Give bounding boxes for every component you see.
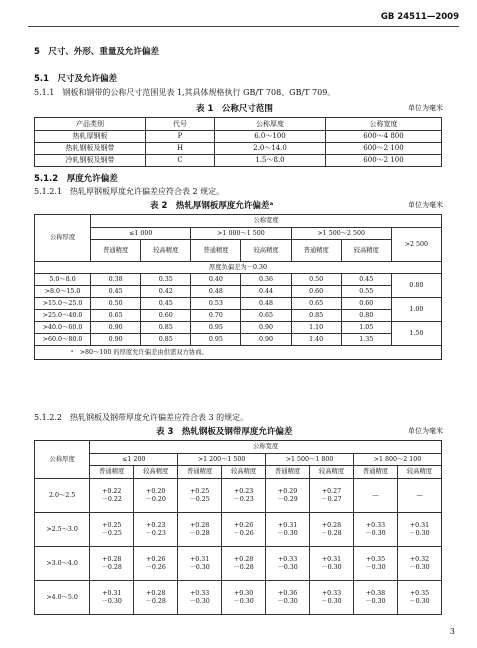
tolerance-minus: －0.30 — [409, 563, 430, 571]
table2-acc-high: 较高精度 — [241, 240, 291, 262]
table-cell: 0.53 — [191, 298, 241, 310]
tolerance-minus: －0.30 — [277, 597, 298, 605]
table3-acc-high: 较高精度 — [397, 466, 441, 479]
table-cell: 0.85 — [141, 334, 191, 346]
tolerance-plus: +0.31 — [190, 556, 210, 564]
tolerance-plus: +0.28 — [146, 590, 166, 598]
table-cell: 0.40 — [191, 274, 241, 286]
table-cell: 0.65 — [291, 298, 341, 310]
table-cell — [90, 479, 134, 513]
tolerance-minus: －0.30 — [365, 563, 386, 571]
table1-header-width: 公称宽度 — [326, 118, 442, 131]
table-cell: 0.45 — [141, 298, 191, 310]
tolerance-minus: －0.22 — [101, 495, 122, 503]
table-cell: 0.44 — [241, 286, 291, 298]
tolerance-minus: －0.30 — [409, 529, 430, 537]
table3-acc-high: 较高精度 — [134, 466, 178, 479]
table-row — [35, 513, 442, 547]
table-cell — [222, 479, 266, 513]
table-cell: 1.50 — [391, 322, 441, 346]
table-row — [35, 547, 442, 581]
table-cell: 0.50 — [91, 298, 141, 310]
table2-acc-normal: 普通精度 — [291, 240, 341, 262]
table-cell: 冷轧钢板及钢带 — [35, 155, 146, 167]
table-cell — [134, 513, 178, 547]
tolerance-plus: +0.25 — [190, 488, 210, 496]
tolerance-plus: +0.35 — [365, 556, 386, 564]
table3-width-group: >1 500～1 800 — [266, 454, 354, 466]
table-cell: >15.0～25.0 — [35, 298, 91, 310]
table-cell: 0.48 — [191, 286, 241, 298]
table-cell: 0.60 — [341, 298, 391, 310]
table-cell: >40.0～60.0 — [35, 322, 91, 334]
tolerance-plus: +0.38 — [365, 590, 386, 598]
tolerance-minus: －0.30 — [189, 563, 210, 571]
tolerance-minus: －0.30 — [233, 597, 254, 605]
table-cell — [354, 581, 398, 615]
tolerance-plus: +0.27 — [321, 488, 342, 496]
tolerance-plus: — — [372, 491, 379, 499]
table-cell: 600～2 100 — [326, 155, 442, 167]
tolerance-minus: －0.30 — [409, 597, 430, 605]
table-cell: 0.85 — [291, 310, 341, 322]
table2-acc-high: 较高精度 — [141, 240, 191, 262]
table-cell — [354, 513, 398, 547]
table3-acc-normal: 普通精度 — [266, 466, 310, 479]
table3-unit: 单位为毫米 — [408, 427, 443, 435]
tolerance-plus: +0.33 — [190, 590, 210, 598]
table3-acc-normal: 普通精度 — [178, 466, 222, 479]
section-5-title: 5 尺寸、外形、重量及允许偏差 — [34, 47, 159, 57]
table-cell — [178, 547, 222, 581]
table-cell: 0.65 — [91, 310, 141, 322]
table2-unit: 单位为毫米 — [408, 201, 443, 209]
table-cell: 0.80 — [391, 274, 441, 298]
table-cell — [266, 547, 310, 581]
table2-width-group: ≤1 000 — [91, 228, 191, 240]
table-cell: 热轧钢板及钢带 — [35, 143, 146, 155]
tolerance-plus: — — [416, 491, 423, 499]
table3-thickness-cell: >4.0～5.0 — [35, 581, 90, 615]
tolerance-minus: －0.26 — [233, 529, 254, 537]
table-cell — [134, 479, 178, 513]
table-cell — [266, 581, 310, 615]
table-cell — [354, 547, 398, 581]
table-cell — [222, 513, 266, 547]
table3-acc-high: 较高精度 — [310, 466, 354, 479]
section-5-1-2-1-text: 5.1.2.1 热轧厚钢板厚度允许偏差应符合表 2 规定。 — [34, 187, 225, 196]
table-cell: 600～4 800 — [326, 131, 442, 143]
table3-header-thickness: 公称厚度 — [35, 441, 90, 479]
table-cell: 0.45 — [341, 274, 391, 286]
tolerance-plus: +0.23 — [233, 488, 254, 496]
tolerance-plus: +0.35 — [409, 590, 430, 598]
tolerance-minus: －0.26 — [145, 563, 166, 571]
table-cell: 0.80 — [341, 310, 391, 322]
tolerance-plus: +0.28 — [190, 522, 210, 530]
table-cell: 6.0～100 — [215, 131, 326, 143]
table2-acc-normal: 普通精度 — [191, 240, 241, 262]
tolerance-minus: －0.30 — [365, 529, 386, 537]
table1-unit: 单位为毫米 — [408, 104, 443, 112]
tolerance-minus: －0.28 — [233, 563, 254, 571]
table-cell: 0.65 — [241, 310, 291, 322]
tolerance-minus: －0.29 — [277, 495, 298, 503]
tolerance-minus: －0.30 — [365, 597, 386, 605]
tolerance-minus: －0.23 — [145, 529, 166, 537]
table-cell: 0.90 — [91, 322, 141, 334]
table-cell: 0.90 — [91, 334, 141, 346]
tolerance-minus: －0.20 — [145, 495, 166, 503]
table-cell: 1.40 — [291, 334, 341, 346]
table-cell — [134, 581, 178, 615]
table-cell — [90, 547, 134, 581]
section-5-1-1-text: 5.1.1 钢板和钢带的公称尺寸范围见表 1,其具体规格执行 GB/T 708、GB/T 709。 — [34, 88, 336, 97]
table3-thickness-cell: >2.5～3.0 — [35, 513, 90, 547]
table2-header-thickness: 公称厚度 — [35, 215, 91, 262]
tolerance-minus: －0.23 — [233, 495, 254, 503]
table-cell: 0.60 — [141, 310, 191, 322]
table-cell: 0.48 — [241, 298, 291, 310]
tolerance-plus: +0.33 — [321, 590, 342, 598]
standard-number: GB 24511—2009 — [380, 12, 459, 22]
table-cell — [397, 479, 441, 513]
table-cell: 热轧厚钢板 — [35, 131, 146, 143]
table-cell: 1.35 — [341, 334, 391, 346]
tolerance-minus: －0.28 — [189, 529, 210, 537]
table-cell — [310, 581, 354, 615]
table-cell: 0.85 — [141, 322, 191, 334]
section-5-1-title: 5.1 尺寸及允许偏差 — [34, 74, 118, 84]
table-cell: 0.95 — [191, 334, 241, 346]
table3-caption: 表 3 热轧钢板及钢带厚度允许偏差 — [156, 427, 293, 437]
table-row — [35, 581, 442, 615]
table-cell: 1.10 — [291, 322, 341, 334]
table-cell — [397, 581, 441, 615]
table-cell: 2.0～14.0 — [215, 143, 326, 155]
table-cell — [397, 513, 441, 547]
table-cell: 0.50 — [291, 274, 341, 286]
tolerance-plus: +0.33 — [277, 556, 298, 564]
table-cell: 5.0～8.0 — [35, 274, 91, 286]
table-cell — [178, 581, 222, 615]
table-cell — [266, 513, 310, 547]
table-cell: 600～2 100 — [326, 143, 442, 155]
table-cell: >25.0～40.0 — [35, 310, 91, 322]
table-cell: 0.38 — [91, 274, 141, 286]
table3-width-group: ≤1 200 — [90, 454, 178, 466]
table1 — [34, 117, 442, 167]
tolerance-plus: +0.31 — [102, 590, 122, 598]
table2-width-group: >2 500 — [391, 228, 441, 262]
table-cell — [178, 479, 222, 513]
tolerance-minus: －0.25 — [189, 495, 210, 503]
table3-thickness-cell: 2.0～2.5 — [35, 479, 90, 513]
table-cell — [90, 513, 134, 547]
tolerance-minus: －0.30 — [101, 597, 122, 605]
table-cell: 0.45 — [91, 286, 141, 298]
tolerance-plus: +0.33 — [365, 522, 386, 530]
tolerance-minus: －0.28 — [145, 597, 166, 605]
table-cell: 1.5～8.0 — [215, 155, 326, 167]
table2-header-width: 公称宽度 — [91, 215, 442, 228]
table-cell — [222, 547, 266, 581]
table3-acc-normal: 普通精度 — [90, 466, 134, 479]
table-cell — [90, 581, 134, 615]
tolerance-minus: －0.30 — [321, 597, 342, 605]
table2-width-group: >1 000～1 500 — [191, 228, 291, 240]
tolerance-plus: +0.31 — [409, 522, 430, 530]
tolerance-minus: －0.30 — [189, 597, 210, 605]
table3-acc-normal: 普通精度 — [354, 466, 398, 479]
table-cell: >8.0～15.0 — [35, 286, 91, 298]
table2 — [34, 214, 442, 360]
table2-footnote: ᵃ >80～100 的厚度允许偏差由供需双方协商。 — [35, 346, 442, 360]
tolerance-plus: +0.23 — [146, 522, 166, 530]
table2-acc-high: 较高精度 — [341, 240, 391, 262]
table-cell: C — [146, 155, 215, 167]
table3-body — [35, 479, 442, 615]
tolerance-plus: +0.25 — [102, 522, 122, 530]
table-cell: H — [146, 143, 215, 155]
table-cell: 0.90 — [241, 322, 291, 334]
table-row — [35, 479, 442, 513]
table-cell: 1.05 — [341, 322, 391, 334]
table3-header-width: 公称宽度 — [90, 441, 442, 454]
tolerance-plus: +0.30 — [233, 590, 254, 598]
table-cell — [310, 547, 354, 581]
page-number: 3 — [449, 627, 455, 636]
table-cell: 0.36 — [241, 274, 291, 286]
table-cell: 0.42 — [141, 286, 191, 298]
table-cell — [310, 479, 354, 513]
table-cell — [222, 581, 266, 615]
tolerance-plus: +0.28 — [233, 556, 254, 564]
table3-width-group: >1 200～1 500 — [178, 454, 266, 466]
tolerance-plus: +0.26 — [146, 556, 166, 564]
table-cell: P — [146, 131, 215, 143]
tolerance-plus: +0.36 — [277, 590, 298, 598]
tolerance-plus: +0.20 — [146, 488, 166, 496]
tolerance-plus: +0.31 — [321, 556, 342, 564]
tolerance-plus: +0.26 — [233, 522, 254, 530]
table2-acc-normal: 普通精度 — [91, 240, 141, 262]
table2-width-group: >1 500～2 500 — [291, 228, 391, 240]
table2-negative-deviation: 厚度负偏差为－0.30 — [35, 262, 442, 274]
tolerance-plus: +0.28 — [102, 556, 122, 564]
tolerance-plus: +0.29 — [277, 488, 298, 496]
section-5-1-2-title: 5.1.2 厚度允许偏差 — [34, 174, 118, 184]
table1-header-code: 代号 — [146, 118, 215, 131]
table-cell: 1.00 — [391, 298, 441, 322]
tolerance-plus: +0.22 — [102, 488, 122, 496]
tolerance-minus: －0.25 — [101, 529, 122, 537]
table-cell — [397, 547, 441, 581]
table-cell — [134, 547, 178, 581]
table2-caption: 表 2 热轧厚钢板厚度允许偏差ᵃ — [150, 201, 274, 211]
table3-acc-high: 较高精度 — [222, 466, 266, 479]
tolerance-minus: －0.30 — [277, 563, 298, 571]
table1-caption: 表 1 公称尺寸范围 — [196, 104, 273, 114]
table-cell: 0.60 — [291, 286, 341, 298]
header-rule — [28, 26, 459, 27]
table3-thickness-cell: >3.0～4.0 — [35, 547, 90, 581]
tolerance-minus: －0.28 — [101, 563, 122, 571]
table-cell — [310, 513, 354, 547]
table-cell: 0.95 — [191, 322, 241, 334]
table-cell — [266, 479, 310, 513]
tolerance-minus: －0.30 — [321, 563, 342, 571]
table1-header-thickness: 公称厚度 — [215, 118, 326, 131]
table1-header-product: 产品类别 — [35, 118, 146, 131]
table-cell — [178, 513, 222, 547]
tolerance-minus: －0.30 — [277, 529, 298, 537]
section-5-1-2-2-text: 5.1.2.2 热轧钢板及钢带厚度允许偏差应符合表 3 的规定。 — [34, 413, 249, 422]
table-cell — [354, 479, 398, 513]
table3-width-group: >1 800～2 100 — [354, 454, 442, 466]
tolerance-plus: +0.31 — [277, 522, 298, 530]
tolerance-minus: －0.28 — [321, 529, 342, 537]
table-cell: 0.90 — [241, 334, 291, 346]
table-cell: 0.70 — [191, 310, 241, 322]
table-cell: >60.0～80.0 — [35, 334, 91, 346]
table-cell: 0.55 — [341, 286, 391, 298]
table-cell: 0.35 — [141, 274, 191, 286]
tolerance-minus: －0.27 — [321, 495, 342, 503]
table3 — [34, 440, 442, 615]
tolerance-plus: +0.32 — [409, 556, 430, 564]
tolerance-plus: +0.28 — [321, 522, 342, 530]
